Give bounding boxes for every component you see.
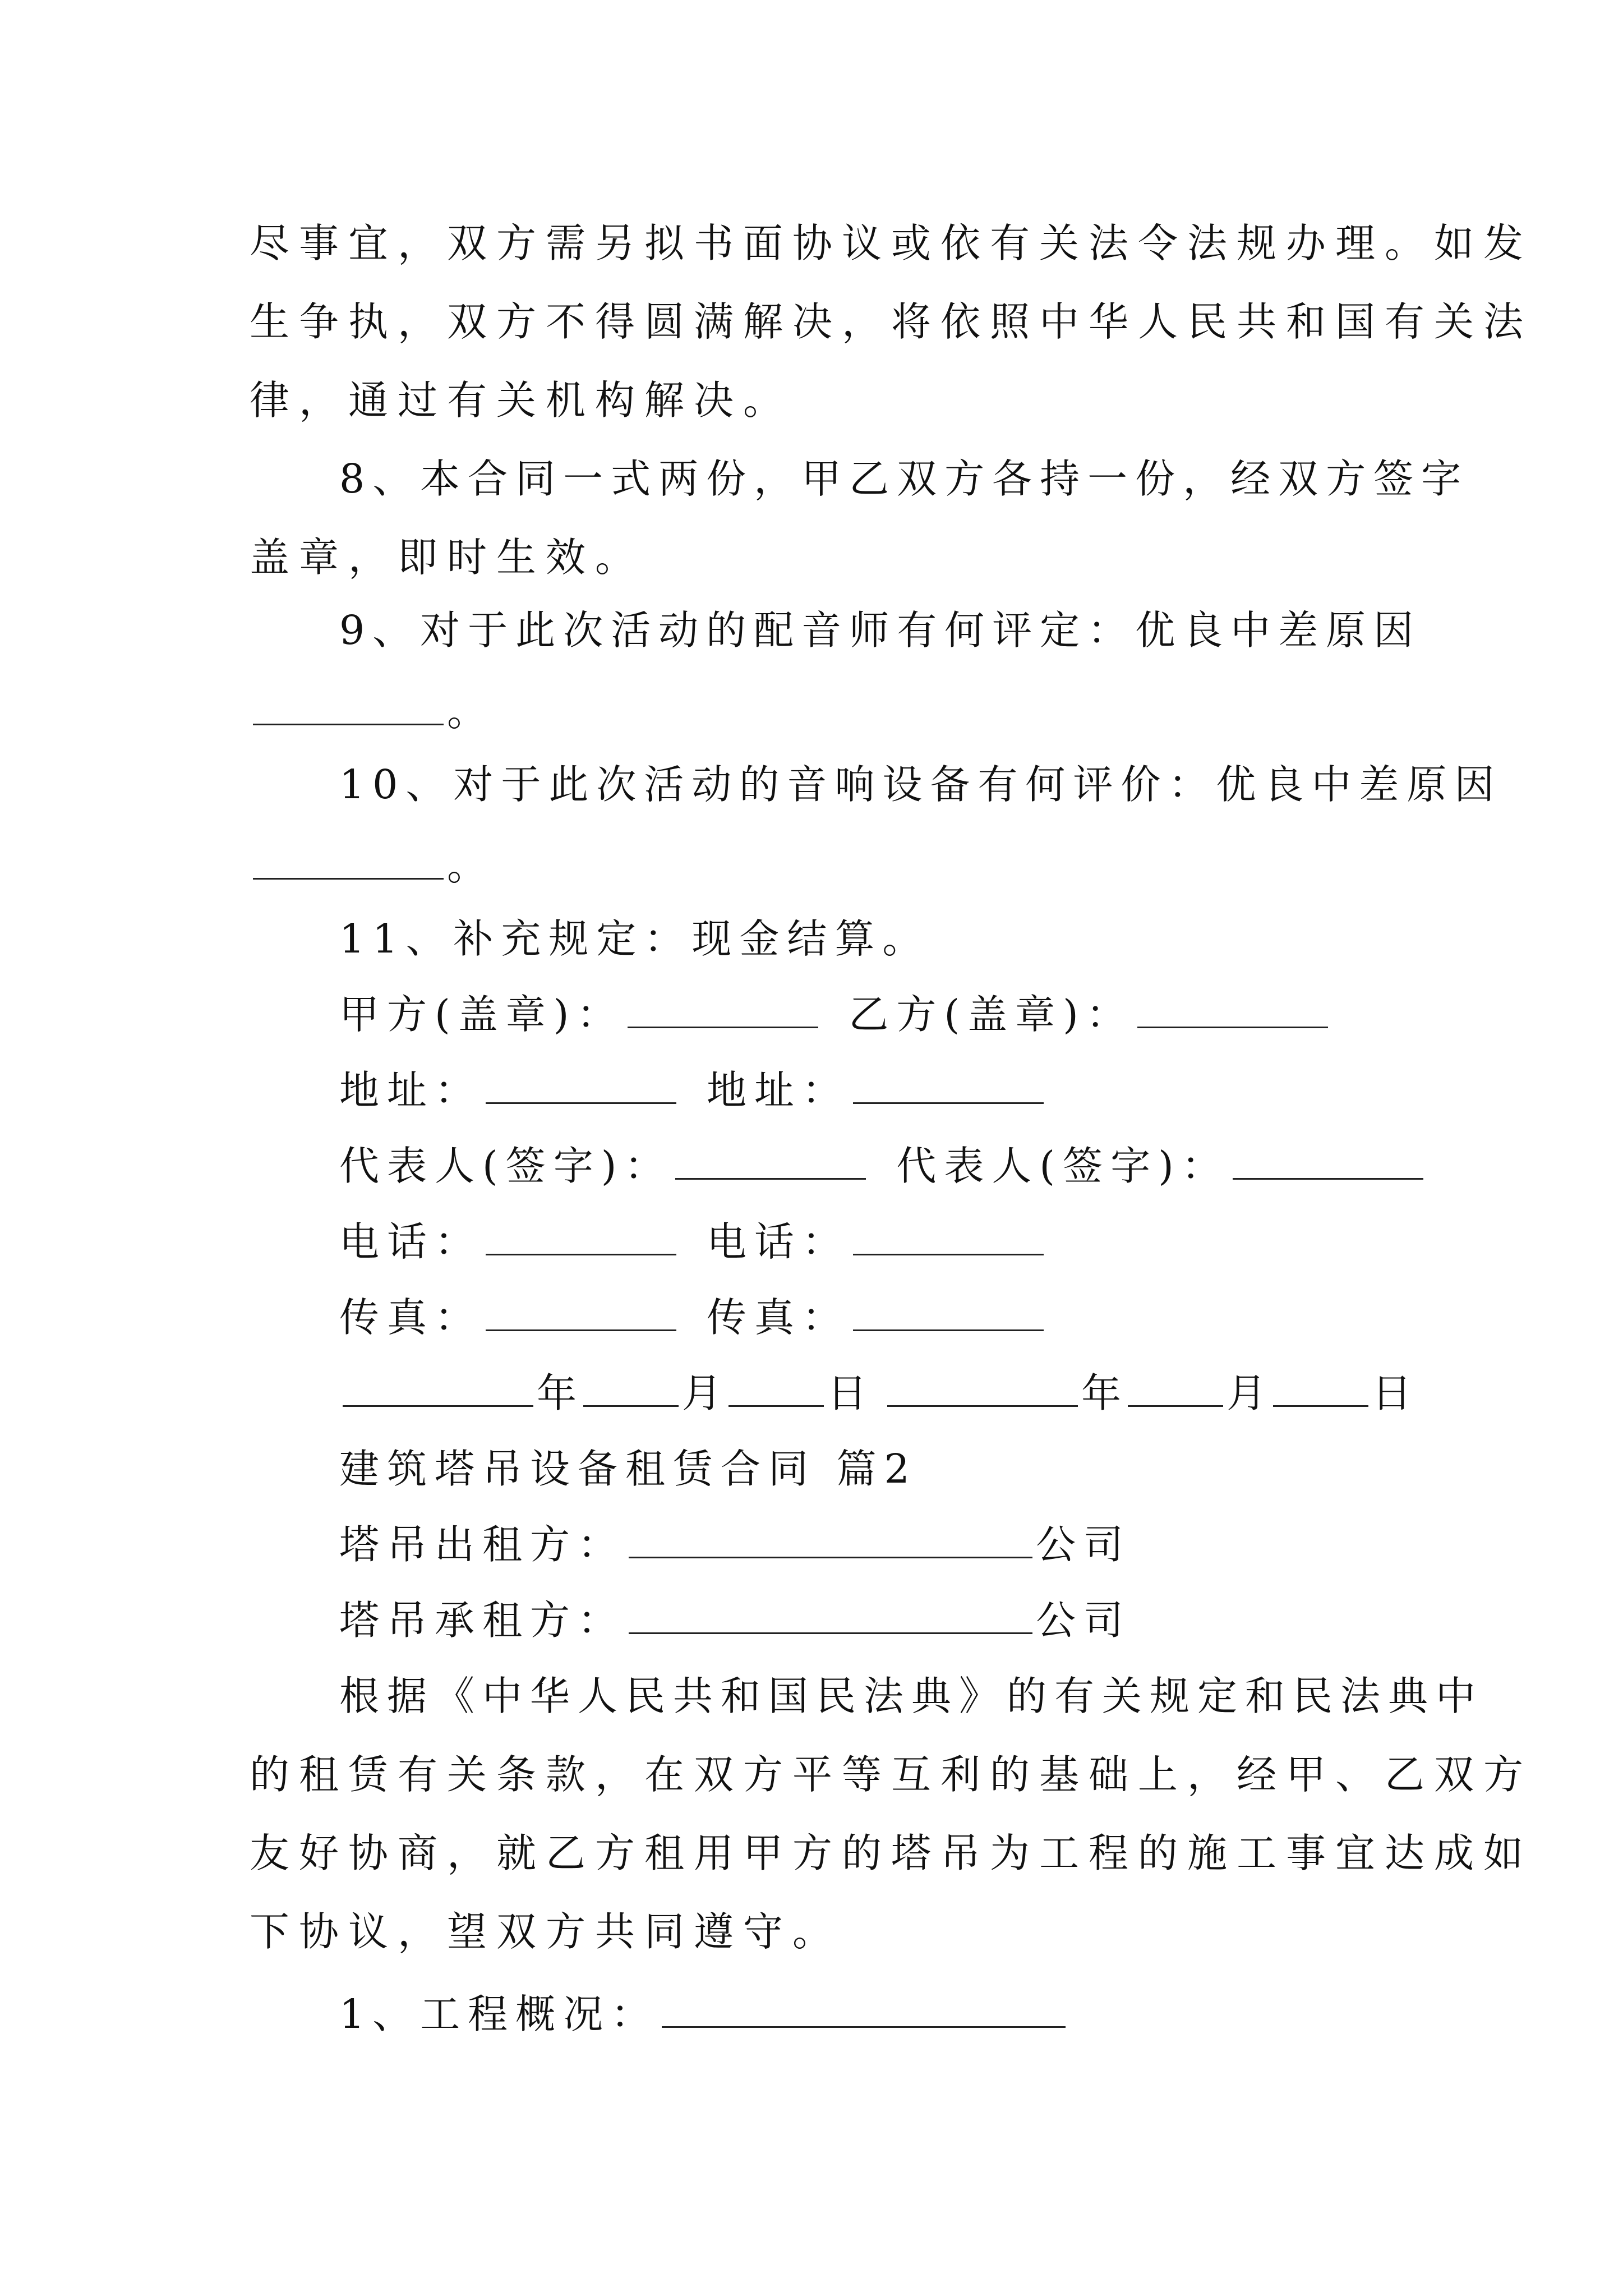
lessee-label: 塔吊承租方： <box>339 1597 626 1644</box>
clause-11: 11、补充规定：现金结算。 <box>339 915 930 962</box>
representative-row <box>339 1135 1478 1198</box>
party-a-year-field[interactable] <box>343 1373 533 1407</box>
party-a-fax-field[interactable] <box>486 1297 676 1331</box>
fill-blank[interactable] <box>253 845 444 880</box>
seal-row <box>339 983 1478 1046</box>
party-a-rep-field[interactable] <box>675 1145 866 1180</box>
date-row: 年 月 日 年 月 日 <box>339 1362 1478 1425</box>
party-b-fax-field[interactable] <box>853 1297 1044 1331</box>
clause-9-blank: 。 <box>250 680 1388 743</box>
clause-9: 9、对于此次活动的配音师有何评定：优良中差原因 <box>339 607 1422 654</box>
lessor-row <box>339 1513 1478 1576</box>
party-a-phone-field[interactable] <box>486 1221 676 1255</box>
party-b-rep-label: 代表人(签字)： <box>896 1143 1229 1189</box>
party-a-address-field[interactable] <box>486 1070 676 1104</box>
party-b-phone-field[interactable] <box>853 1221 1044 1255</box>
party-a-rep-label: 代表人(签字)： <box>339 1143 672 1189</box>
project-overview-label: 1、工程概况： <box>339 1991 659 2037</box>
party-b-fax-label: 传真： <box>707 1294 850 1341</box>
section-title: 建筑塔吊设备租赁合同 篇2 <box>339 1446 917 1492</box>
intro-line: 友好协商，就乙方租用甲方的塔吊为工程的施工事宜达成如 <box>250 1830 1533 1876</box>
party-a-fax-label: 传真： <box>339 1294 483 1341</box>
party-b-address-field[interactable] <box>853 1070 1044 1104</box>
paragraph-line: 尽事宜，双方需另拟书面协议或依有关法令法规办理。如发 <box>250 220 1533 266</box>
project-overview-field[interactable] <box>662 1994 1066 2028</box>
clause-8-line: 盖章，即时生效。 <box>250 534 645 581</box>
party-a-seal-field[interactable] <box>628 994 818 1028</box>
lessor-field[interactable] <box>629 1524 1032 1558</box>
party-b-phone-label: 电话： <box>707 1218 850 1265</box>
party-b-seal-label: 乙方(盖章)： <box>849 991 1134 1038</box>
party-a-address-label: 地址： <box>339 1067 483 1114</box>
clause-1-row <box>339 1983 1478 2046</box>
clause-8-line: 8、本合同一式两份，甲乙双方各持一份，经双方签字 <box>339 455 1469 502</box>
party-a-seal-label: 甲方(盖章)： <box>339 991 625 1038</box>
party-b-address-label: 地址： <box>707 1067 850 1114</box>
party-a-month-field[interactable] <box>583 1373 679 1407</box>
intro-line: 根据《中华人民共和国民法典》的有关规定和民法典中 <box>339 1673 1484 1719</box>
lessee-company: 公司 <box>1036 1597 1132 1644</box>
lessor-company: 公司 <box>1036 1521 1132 1568</box>
paragraph-line: 律，通过有关机构解决。 <box>250 377 793 424</box>
party-b-day-field[interactable] <box>1273 1373 1368 1407</box>
address-row <box>339 1059 1478 1122</box>
party-a-phone-label: 电话： <box>339 1218 483 1265</box>
intro-line: 的租赁有关条款，在双方平等互利的基础上，经甲、乙双方 <box>250 1751 1533 1798</box>
intro-line: 下协议，望双方共同遵守。 <box>250 1908 842 1955</box>
phone-row <box>339 1211 1478 1273</box>
party-b-rep-field[interactable] <box>1233 1145 1423 1180</box>
party-b-month-field[interactable] <box>1128 1373 1223 1407</box>
fax-row <box>339 1286 1478 1349</box>
clause-10: 10、对于此次活动的音响设备有何评价：优良中差原因 <box>339 761 1502 808</box>
paragraph-line: 生争执，双方不得圆满解决，将依照中华人民共和国有关法 <box>250 298 1533 345</box>
party-a-day-field[interactable] <box>728 1373 824 1407</box>
party-b-year-field[interactable] <box>887 1373 1078 1407</box>
lessee-row <box>339 1589 1478 1652</box>
clause-10-blank: 。 <box>250 835 1388 898</box>
fill-blank[interactable] <box>253 691 444 725</box>
party-b-seal-field[interactable] <box>1137 994 1328 1028</box>
lessor-label: 塔吊出租方： <box>339 1521 626 1568</box>
lessee-field[interactable] <box>629 1600 1032 1634</box>
